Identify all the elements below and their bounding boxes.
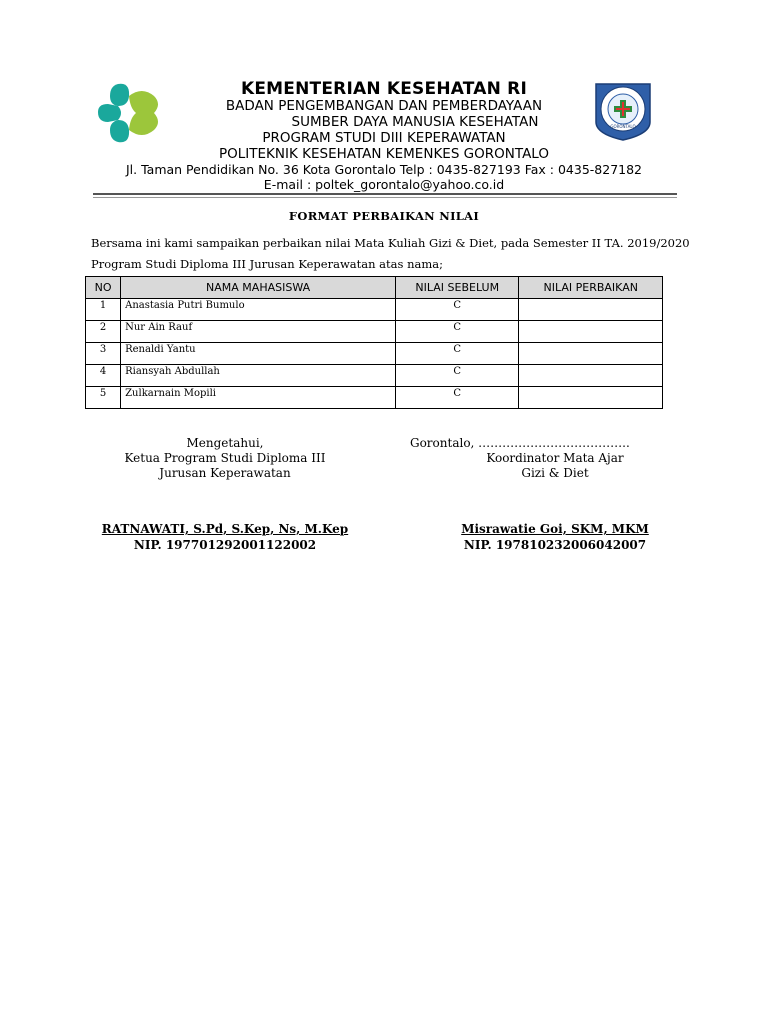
email-line: E-mail : poltek_gorontalo@yahoo.co.id (263, 177, 505, 192)
intro-paragraph-line-2: Program Studi Diploma III Jurusan Keperawatan atas nama; (91, 257, 443, 271)
header-grade-after: NILAI PERBAIKAN (519, 277, 663, 299)
agency-line-1: BADAN PENGEMBANGAN DAN PEMBERDAYAAN (225, 98, 543, 114)
row-grade-after (519, 387, 663, 409)
intro-paragraph-line-1: Bersama ini kami sampaikan perbaikan nilai Mata Kuliah Gizi & Diet, pada Semester II TA. 2019/2020 (91, 236, 690, 250)
row-grade-after (519, 321, 663, 343)
row-grade-before: C (396, 321, 519, 343)
agency-line-2: SUMBER DAYA MANUSIA KESEHATAN (291, 114, 539, 130)
header-student-name: NAMA MAHASISWA (121, 277, 396, 299)
acknowledged-label: Mengetahui, (186, 436, 264, 450)
address-line: Jl. Taman Pendidikan No. 36 Kota Gorontalo Telp : 0435-827193 Fax : 0435-827182 (125, 162, 643, 177)
row-student-name: Renaldi Yantu (121, 343, 396, 365)
row-student-name: Nur Ain Rauf (121, 321, 396, 343)
row-no: 1 (86, 299, 121, 321)
row-student-name: Anastasia Putri Bumulo (121, 299, 396, 321)
row-student-name: Zulkarnain Mopili (121, 387, 396, 409)
header-no: NO (86, 277, 121, 299)
table-header-row (86, 277, 663, 299)
coordinator-title: Koordinator Mata Ajar (486, 451, 624, 465)
coordinator-nip: NIP. 197810232006042007 (463, 538, 647, 552)
institution-heading: POLITEKNIK KESEHATAN KEMENKES GORONTALO (219, 146, 549, 162)
row-grade-after (519, 365, 663, 387)
letterhead-divider-thin (93, 197, 677, 198)
table-row (86, 387, 663, 409)
row-grade-before: C (396, 387, 519, 409)
row-no: 3 (86, 343, 121, 365)
table-row (86, 299, 663, 321)
row-grade-before: C (396, 365, 519, 387)
row-student-name: Riansyah Abdullah (121, 365, 396, 387)
department-title: Jurusan Keperawatan (159, 466, 291, 480)
row-grade-after (519, 343, 663, 365)
row-grade-before: C (396, 343, 519, 365)
ministry-heading: KEMENTERIAN KESEHATAN RI (241, 79, 527, 99)
table-row (86, 365, 663, 387)
row-no: 5 (86, 387, 121, 409)
row-grade-after (519, 299, 663, 321)
document-title: FORMAT PERBAIKAN NILAI (288, 209, 480, 223)
head-of-program-title: Ketua Program Studi Diploma III (124, 451, 326, 465)
row-no: 4 (86, 365, 121, 387)
course-name: Gizi & Diet (521, 466, 589, 480)
grade-table (85, 276, 663, 409)
table-row (86, 321, 663, 343)
seal-caption: GORONTALO (610, 124, 636, 129)
head-of-program-name: RATNAWATI, S.Pd, S.Kep, Ns, M.Kep (101, 522, 349, 536)
program-heading: PROGRAM STUDI DIII KEPERAWATAN (262, 130, 506, 146)
row-grade-before: C (396, 299, 519, 321)
head-of-program-nip: NIP. 197701292001122002 (133, 538, 317, 552)
place-and-date: Gorontalo, ……………………………….. (410, 436, 630, 450)
letterhead-divider (93, 193, 677, 195)
table-row (86, 343, 663, 365)
row-no: 2 (86, 321, 121, 343)
coordinator-name: Misrawatie Goi, SKM, MKM (461, 522, 649, 536)
header-grade-before: NILAI SEBELUM (396, 277, 519, 299)
